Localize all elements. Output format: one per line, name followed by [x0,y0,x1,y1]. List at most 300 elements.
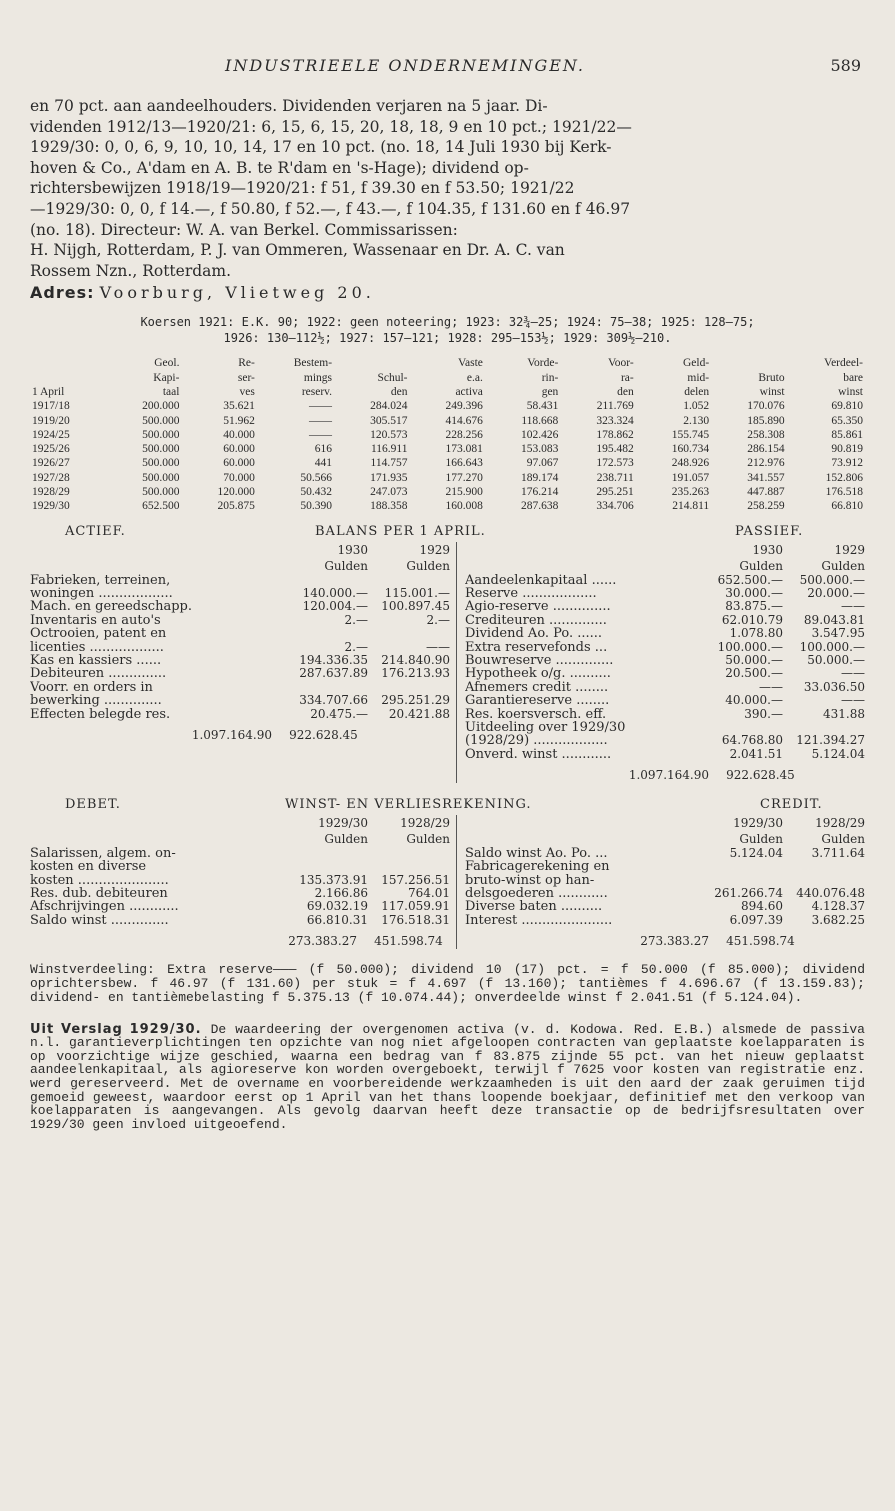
ledger-row [465,574,865,587]
table-cell: 500.000 [142,471,180,484]
actief-column [30,542,457,783]
table-cell: 152.806 [825,471,863,484]
actief-title: ACTIEF. [65,523,126,539]
column-header: mid- [687,371,710,384]
table-cell: 102.426 [520,428,559,441]
ledger-value: 176.213.93 [381,666,450,681]
table-cell: 1929/30 [32,500,70,513]
ledger-value: 20.421.88 [388,706,450,721]
table-cell: 214.811 [672,500,710,513]
table-row [30,471,865,485]
ledger-row [465,721,865,734]
ledger-value: 83.875.— [725,599,783,614]
table-cell: 652.500 [142,500,180,513]
ledger-row [465,681,865,694]
passief-title: PASSIEF. [735,523,804,539]
table-cell: 178.862 [596,428,634,441]
ledger-value: 176.518.31 [381,912,450,927]
table-row [30,456,865,470]
ledger-row [465,614,865,627]
ledger-value: 140.000.— [302,586,368,601]
debet-title: DEBET. [65,796,121,812]
year-label: 1929/30 [318,815,368,830]
ledger-value: 500.000.— [799,572,865,587]
table-cell: 90.819 [831,443,863,456]
table-cell: 188.358 [370,500,408,513]
column-header [30,356,106,370]
table-cell: 66.810 [831,500,863,513]
ledger-label: Diverse baten .......... [465,900,603,914]
table-row [30,442,865,456]
column-header [334,356,409,370]
column-header: ves [239,385,255,398]
ledger-value: 20.475.— [310,706,368,721]
column-header: delen [684,385,710,398]
ledger-value: 440.076.48 [796,885,865,900]
balans-section [30,524,865,783]
running-title: INDUSTRIEELE ONDERNEMINGEN. [225,56,585,75]
credit-column [457,815,865,949]
table-cell: 247.073 [370,486,408,499]
table-cell: 170.076 [747,400,785,413]
intro-line: 1929/30: 0, 0, 6, 9, 10, 10, 14, 17 en 10 pct. (no. 18, 14 Juli 1930 bij Kerk- [30,138,612,157]
ledger-value: 3.547.95 [811,626,865,641]
column-header: Vorde- [527,357,559,370]
table-cell: 114.757 [370,457,408,470]
ledger-row [30,847,450,860]
table-cell: 500.000 [142,414,180,427]
total-value: 922.628.45 [289,728,358,743]
ledger-value: —— [841,666,865,681]
column-header: Verdeel- [824,357,863,370]
table-cell: 173.081 [445,443,483,456]
ledger-label: Inventaris en auto's [30,613,161,628]
column-header: bare [843,371,863,384]
table-row [30,499,865,513]
ledger-value: 261.266.74 [714,885,783,900]
ledger-label: Kas en kassiers ...... [30,654,162,668]
koersen-line: 1926: 130—112½; 1927: 157—121; 1928: 295—153½; 1929: 309½—210. [223,331,672,346]
ledger-value: 5.124.04 [811,746,865,761]
table-cell: 258.308 [747,428,785,441]
ledger-value: 431.88 [823,706,865,721]
table-cell: 616 [314,443,333,456]
table-cell: 191.057 [671,471,710,484]
ledger-label: Dividend Ao. Po. ...... [465,627,603,641]
ledger-row [465,654,865,667]
ledger-label: Salarissen, algem. on- [30,846,176,861]
ledger-label: Garantiereserve ........ [465,694,610,708]
ledger-row [30,681,450,694]
unit-label: Gulden [821,831,865,846]
table-cell: —— [309,400,333,413]
ledger-value: 2.— [344,639,368,654]
table-cell: 305.517 [370,414,408,427]
ledger-value: 30.000.— [725,586,783,601]
unit-label: Gulden [324,831,368,846]
ledger-row [465,641,865,654]
ledger-label: Crediteuren .............. [465,613,607,628]
ledger-value: 40.000.— [725,693,783,708]
table-cell: 238.711 [596,471,634,484]
column-header: winst [838,385,863,398]
year-label: 1929/30 [733,815,783,830]
table-cell: 249.396 [445,400,483,413]
balans-header [30,524,865,542]
table-cell: 500.000 [142,457,180,470]
ledger-value: 69.032.19 [306,899,368,914]
ledger-label: Afnemers credit ........ [465,680,609,695]
column-header: e.a. [466,371,483,384]
table-cell: 200.000 [142,400,180,413]
ledger-row [465,694,865,707]
ledger-value: 50.000.— [807,653,865,668]
column-header: Voor- [607,357,634,370]
table-cell: 323.324 [596,414,634,427]
ledger-label: Onverd. winst ............ [465,747,612,762]
table-cell: 500.000 [142,443,180,456]
table-cell: 65.350 [831,414,863,427]
table-cell: 58.431 [526,400,559,413]
column-header: ser- [237,371,255,384]
table-cell: 73.912 [831,457,863,470]
table-cell: 116.911 [370,443,408,456]
table-cell: 211.769 [596,400,634,413]
ledger-label: Reserve .................. [465,587,597,601]
intro-line: H. Nijgh, Rotterdam, P. J. van Ommeren, Wassenaar en Dr. A. C. van [30,241,565,260]
table-cell: 1926/27 [32,457,70,470]
table-cell: 235.263 [671,486,710,499]
ledger-value: 3.682.25 [811,912,865,927]
winstverdeeling: Winstverdeeling: Extra reserve——— (f 50.000); dividend 10 (17) pct. = f 50.000 (f 85.000); dividend oprichtersbew. f 46.97 (f 131.60) per stuk = f 4.697 (f 13.160); tantièmes f 4.696.67 (f 13.159.83); dividend- en tantièmebelasting f 5.375.13 (f 10.074.44); onverdeelde winst f 2.041.51 (f 5.124.04). [30,961,865,1005]
winst-section [30,797,865,949]
winst-title: WINST- EN VERLIESREKENING. [285,796,532,812]
ledger-value: —— [841,693,865,708]
table-cell: 40.000 [223,428,255,441]
table-cell: 1928/29 [32,486,70,499]
ledger-value: 214.840.90 [381,653,450,668]
intro-paragraph [30,96,865,281]
ledger-row [30,627,450,640]
column-header: Vaste [457,357,483,370]
unit-label: Gulden [739,831,783,846]
credit-total [465,935,865,948]
year-label: 1929 [834,542,865,557]
ledger-label: Saldo winst Ao. Po. ... [465,846,608,861]
ledger-value: 100.000.— [717,639,783,654]
column-header: Bruto [758,371,785,384]
table-cell: 166.643 [445,457,483,470]
ledger-label: bruto-winst op han- [465,873,595,887]
ledger-value: 3.711.64 [811,845,865,860]
ledger-value: 894.60 [741,899,783,914]
debet-total [30,935,450,948]
verslag-label: Uit Verslag 1929/30. [30,1021,202,1037]
ledger-label: Fabrieken, terreinen, [30,573,171,588]
table-cell: 160.734 [671,443,710,456]
table-cell: 176.518 [825,486,863,499]
total-value: 1.097.164.90 [628,768,709,783]
table-cell: 258.259 [747,500,785,513]
year-label: 1930 [752,542,783,557]
address-value: Voorburg, Vlietweg 20. [99,283,375,303]
ledger-label: Interest ...................... [465,913,613,928]
ledger-row [30,708,450,721]
table-cell: 1917/18 [32,400,70,413]
ledger-value: 2.041.51 [729,746,783,761]
ledger-row [30,860,450,873]
ledger-value: 62.010.79 [721,612,783,627]
ledger-value: 120.004.— [302,599,368,614]
ledger-label: Aandeelenkapitaal ...... [465,573,617,588]
table-cell: 287.638 [520,500,559,513]
intro-line: —1929/30: 0, 0, f 14.—, f 50.80, f 52.—, f 43.—, f 104.35, f 131.60 en f 46.97 [30,199,631,218]
ledger-row [30,600,450,613]
ledger-label: Uitdeeling over 1929/30 [465,721,626,735]
ledger-label: delsgoederen ............ [465,886,608,901]
balans-title: BALANS PER 1 APRIL. [315,523,486,539]
ledger-value: 66.810.31 [306,912,368,927]
ledger-label: (1928/29) .................. [465,734,608,748]
table-cell: 155.745 [671,428,710,441]
verslag-text: De waardeering der overgenomen activa (v. d. Kodowa. Red. E.B.) alsmede de passiva n.l. garantieverplichtingen ten opzichte van nog niet afgeloopen contracten van geplaatste koelapparaten is op voorzichtige wijze geschied, waarna een bedrag van f 83.875 zijnde 55 pct. van het nieuw geplaatst aandeelenkapitaal, als agioreserve kon worden overgeboekt, terwijl f 7625 voor kosten van registratie enz. werd gereserveerd. Met de overname en voorbereidende werkzaamheden is uit den aard der zaak geruimen tijd gemoeid geweest, waardoor eerst op 1 April van het thans loopende boekjaar, definitief met den verkoop van koelapparaten is aangevangen. Als gevolg daarvan heeft deze transactie op de bedrijfsresultaten over 1929/30 geen invloed uitgeoefend. [30,1021,865,1132]
total-value: 1.097.164.90 [191,728,272,743]
column-header: den [390,385,408,398]
ledger-row [465,860,865,873]
table-cell: 50.566 [300,471,333,484]
ledger-row [30,694,450,707]
ledger-label: kosten ...................... [30,873,169,887]
column-header: reserv. [301,385,333,398]
column-header: Bestem- [293,357,333,370]
page [30,0,865,1131]
ledger-value: 157.256.51 [381,872,450,887]
ledger-row [465,587,865,600]
intro-line: Rossem Nzn., Rotterdam. [30,261,232,280]
column-header: activa [455,385,483,398]
ledger-value: 20.000.— [807,586,865,601]
column-header: winst [759,385,785,398]
ledger-row [30,654,450,667]
ledger-row [465,900,865,913]
unit-label: Gulden [739,558,783,573]
address-label: Adres: [30,283,95,303]
ledger-label: Hypotheek o/g. .......... [465,667,611,681]
table-row [30,428,865,442]
table-cell: 295.251 [596,486,634,499]
ledger-label: Effecten belegde res. [30,707,171,722]
ledger-value: —— [759,679,783,694]
table-cell: 286.154 [747,443,785,456]
ledger-label: Voorr. en orders in [30,680,153,695]
column-header: rin- [541,371,559,384]
table-cell: 248.926 [671,457,710,470]
ledger-row [30,614,450,627]
column-header: gen [541,385,559,398]
total-value: 451.598.74 [374,934,443,949]
page-number: 589 [830,56,861,75]
table-cell: 2.130 [683,414,710,427]
ledger-label: Extra reservefonds ... [465,640,608,655]
passief-column [457,542,865,783]
ledger-value: 334.707.66 [299,693,368,708]
table-cell: 500.000 [142,428,180,441]
ledger-value: 121.394.27 [796,733,865,748]
column-header: Geld- [682,357,710,370]
column-header: Schul- [377,371,408,384]
actief-total [30,729,450,742]
passief-total [465,769,865,782]
ledger-value: 89.043.81 [803,612,865,627]
ledger-value: 287.637.89 [299,666,368,681]
ledger-row [30,900,450,913]
ledger-row [30,887,450,900]
table-cell: 447.887 [747,486,785,499]
table-cell: 215.900 [445,486,483,499]
table-cell: 441 [314,457,333,470]
unit-label: Gulden [406,831,450,846]
ledger-row [465,874,865,887]
ledger-value: —— [841,599,865,614]
total-value: 273.383.27 [640,934,709,949]
column-header: 1 April [32,385,65,398]
ledger-value: 5.124.04 [729,845,783,860]
ledger-row [465,708,865,721]
table-cell: 195.482 [596,443,634,456]
table-cell: —— [309,414,333,427]
ledger-value: 764.01 [408,885,450,900]
kerncijfers-table [30,356,865,513]
ledger-label: Debiteuren .............. [30,667,167,681]
column-header: taal [162,385,180,398]
ledger-row [30,641,450,654]
ledger-row [465,734,865,747]
ledger-row [465,914,865,927]
ledger-row [465,847,865,860]
ledger-value: 295.251.29 [381,693,450,708]
debet-column [30,815,457,949]
ledger-row [30,874,450,887]
column-header [711,356,786,370]
ledger-value: 2.— [344,612,368,627]
table-cell: 69.810 [831,400,863,413]
table-header-row [30,356,865,370]
ledger-value: 117.059.91 [381,899,450,914]
table-cell: 60.000 [223,443,255,456]
table-cell: 50.432 [300,486,333,499]
table-cell: 341.557 [747,471,785,484]
intro-line: en 70 pct. aan aandeelhouders. Dividenden verjaren na 5 jaar. Di- [30,97,548,115]
table-cell: 189.174 [520,471,559,484]
table-cell: 35.621 [223,400,255,413]
table-cell: 1919/20 [32,414,70,427]
ledger-label: Res. koersversch. eff. [465,707,607,722]
ledger-label: Res. dub. debiteuren [30,886,168,901]
ledger-value: 20.500.— [725,666,783,681]
ledger-label: Agio-reserve .............. [465,600,611,614]
table-header-row [30,371,865,385]
table-cell: 1924/25 [32,428,70,441]
ledger-value: 33.036.50 [803,679,865,694]
ledger-row [465,627,865,640]
table-cell: 85.861 [831,428,863,441]
ledger-label: bewerking .............. [30,694,162,708]
column-header: ra- [620,371,634,384]
year-label: 1930 [337,542,368,557]
table-row [30,399,865,413]
table-cell: 500.000 [142,486,180,499]
ledger-value: 2.166.86 [314,885,368,900]
address [30,281,865,305]
ledger-row [30,574,450,587]
table-cell: 171.935 [370,471,408,484]
ledger-row [30,667,450,680]
ledger-value: 390.— [744,706,783,721]
koersen [30,314,865,346]
table-cell: 177.270 [445,471,483,484]
table-header-row [30,385,865,399]
ledger-value: 194.336.35 [299,653,368,668]
year-label: 1928/29 [815,815,865,830]
table-cell: 51.962 [223,414,255,427]
ledger-row [465,600,865,613]
unit-label: Gulden [324,558,368,573]
ledger-row [465,748,865,761]
page-header [30,56,865,92]
ledger-value: —— [426,639,450,654]
table-row [30,485,865,499]
ledger-value: 2.— [426,612,450,627]
ledger-row [30,587,450,600]
ledger-row [30,914,450,927]
ledger-label: Saldo winst .............. [30,913,169,928]
year-label: 1928/29 [400,815,450,830]
ledger-label: kosten en diverse [30,860,147,874]
table-cell: 1925/26 [32,443,70,456]
column-header: Kapi- [153,371,180,384]
year-label: 1929 [419,542,450,557]
ledger-value: 64.768.80 [721,733,783,748]
column-header [30,371,106,385]
table-cell: 120.000 [217,486,255,499]
ledger-label: licenties .................. [30,640,164,655]
table-cell: 160.008 [445,500,483,513]
ledger-value: 652.500.— [717,572,783,587]
intro-line: videnden 1912/13—1920/21: 6, 15, 6, 15, 20, 18, 18, 9 en 10 pct.; 1921/22— [30,117,632,136]
winst-header [30,797,865,815]
table-cell: 212.976 [747,457,785,470]
total-value: 922.628.45 [726,768,795,783]
credit-title: CREDIT. [760,796,823,812]
table-cell: 185.890 [747,414,785,427]
table-cell: 205.875 [217,500,255,513]
unit-label: Gulden [406,558,450,573]
ledger-value: 135.373.91 [299,872,368,887]
ledger-label: Afschrijvingen ............ [30,900,179,914]
unit-label: Gulden [821,558,865,573]
ledger-label: woningen .................. [30,587,173,601]
column-header: mings [303,371,333,384]
koersen-line: Koersen 1921: E.K. 90; 1922: geen noteering; 1923: 32¾—25; 1924: 75—38; 1925: 128—75; [140,315,755,330]
table-cell: 70.000 [223,471,255,484]
ledger-value: 100.000.— [799,639,865,654]
table-cell: 1.052 [683,400,710,413]
table-cell: —— [309,428,333,441]
table-cell: 172.573 [596,457,634,470]
ledger-label: Bouwreserve .............. [465,654,614,668]
ledger-value: 50.000.— [725,653,783,668]
ledger-row [465,887,865,900]
